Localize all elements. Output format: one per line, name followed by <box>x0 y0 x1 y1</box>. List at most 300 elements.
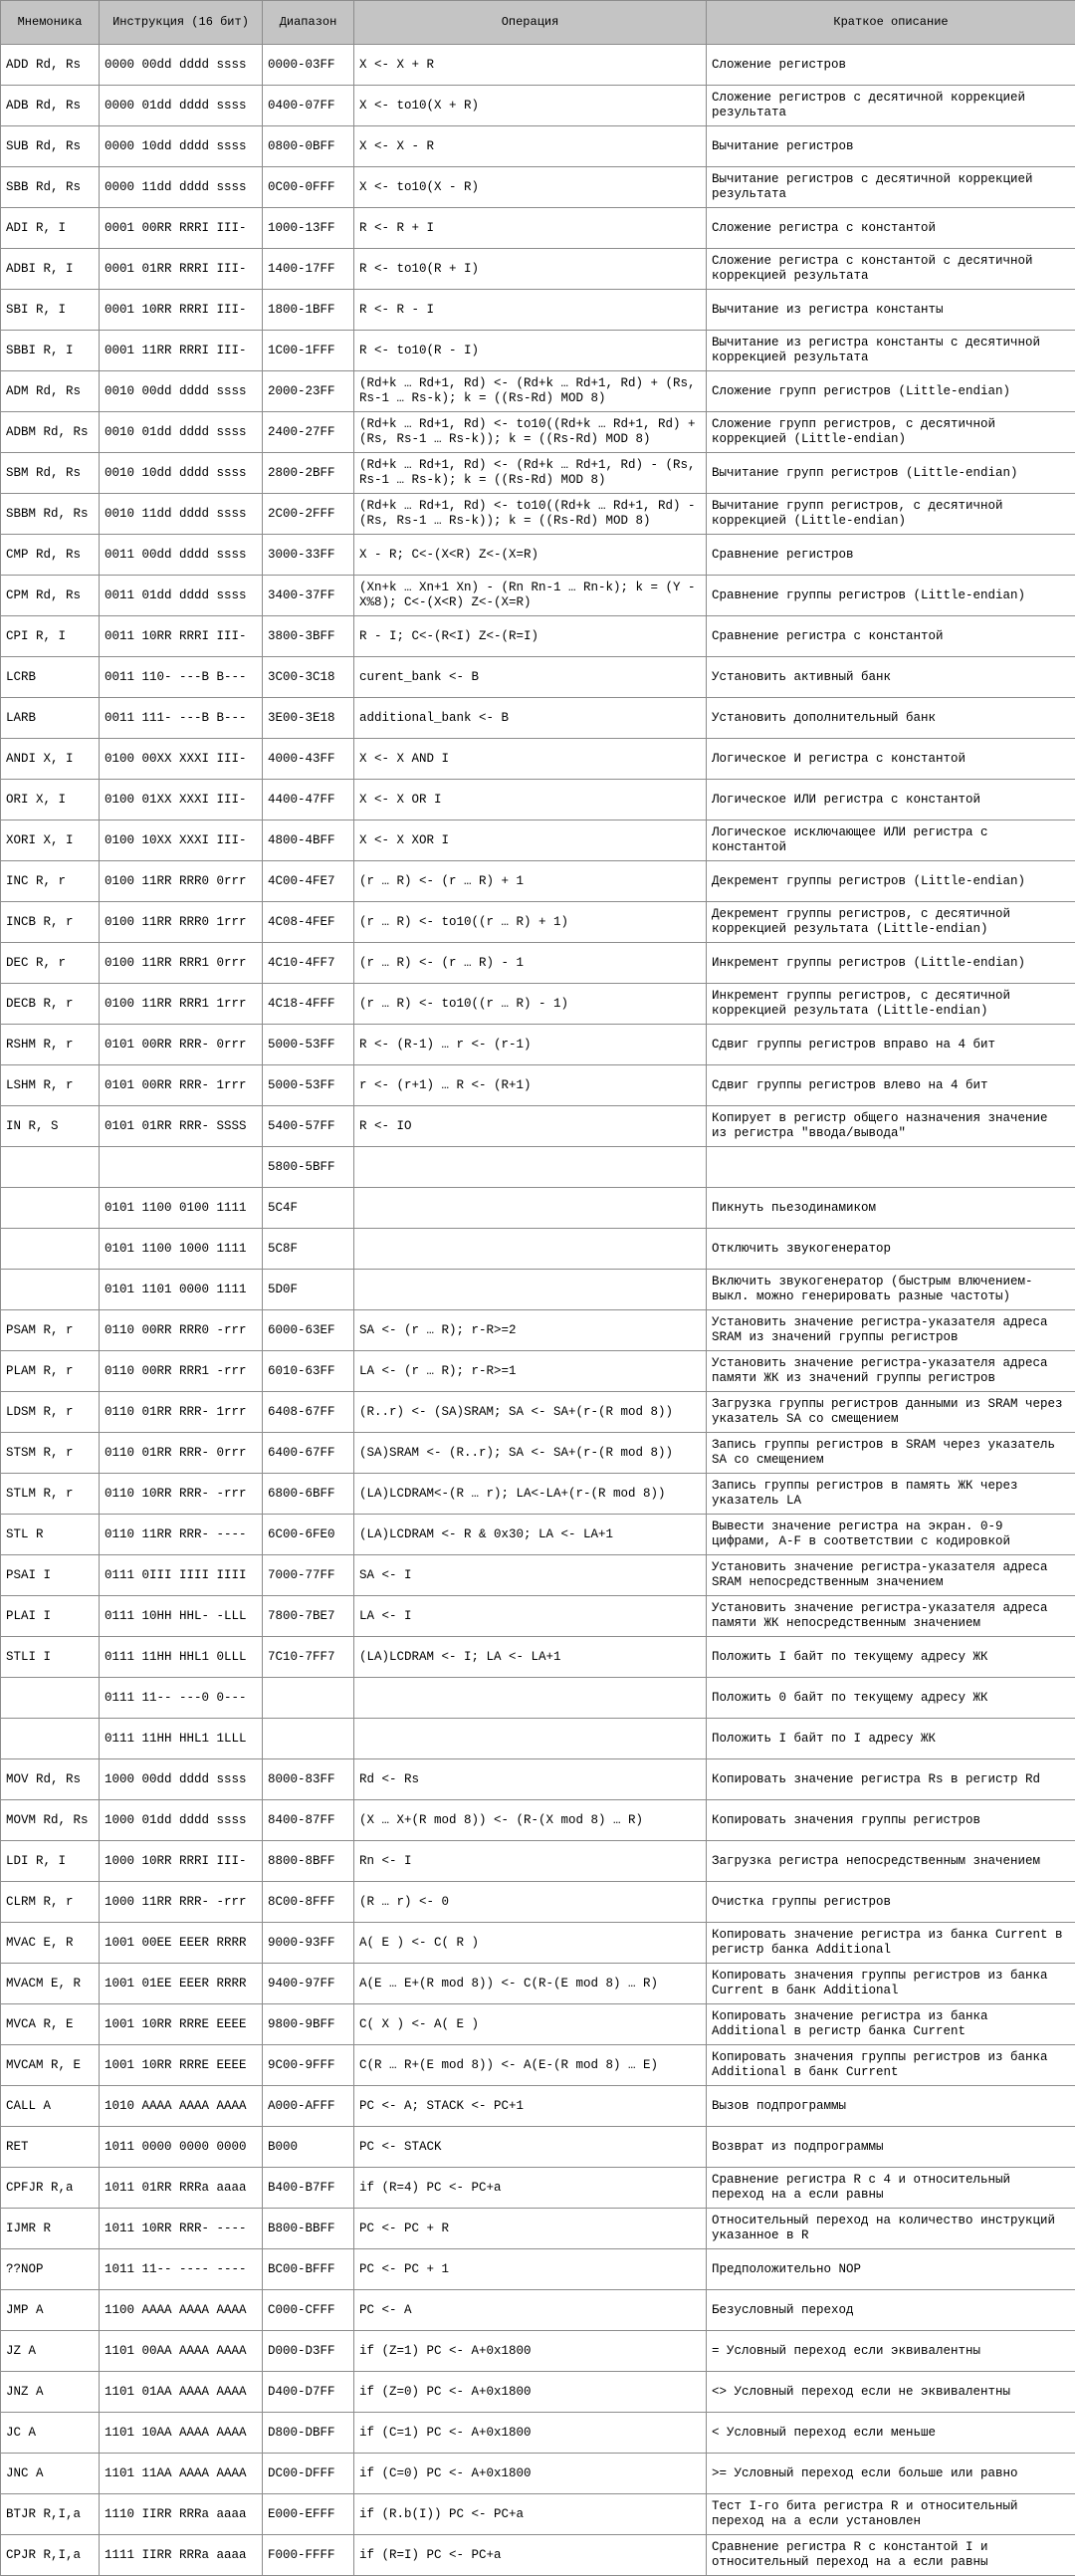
mnemonic-cell: PSAI I <box>1 1555 100 1596</box>
table-row <box>1 535 1075 576</box>
mnemonic-cell: RET <box>1 2127 100 2168</box>
operation-cell: if (Z=1) PC <- A+0x1800 <box>354 2331 707 2372</box>
range-cell: B400-B7FF <box>263 2168 354 2209</box>
range-cell <box>263 1678 354 1719</box>
description-cell: Сравнение регистра с константой <box>707 616 1075 657</box>
mnemonic-cell <box>1 1188 100 1229</box>
table-row <box>1 1106 1075 1147</box>
instruction-cell: 1111 IIRR RRRa aaaa <box>100 2535 263 2576</box>
table-row <box>1 2331 1075 2372</box>
description-cell: Сложение регистра с константой <box>707 208 1075 249</box>
table-row <box>1 698 1075 739</box>
table-row <box>1 249 1075 290</box>
mnemonic-cell: INC R, r <box>1 861 100 902</box>
table-row <box>1 2127 1075 2168</box>
mnemonic-cell: MOVM Rd, Rs <box>1 1800 100 1841</box>
instruction-cell: 1000 01dd dddd ssss <box>100 1800 263 1841</box>
operation-cell: (LA)LCDRAM<-(R … r); LA<-LA+(r-(R mod 8)) <box>354 1474 707 1515</box>
mnemonic-cell: ANDI X, I <box>1 739 100 780</box>
table-row <box>1 1351 1075 1392</box>
mnemonic-cell: PLAI I <box>1 1596 100 1637</box>
description-cell: Сложение регистров <box>707 45 1075 86</box>
operation-cell: R <- to10(R + I) <box>354 249 707 290</box>
range-cell: 2000-23FF <box>263 371 354 412</box>
range-cell: 4C10-4FF7 <box>263 943 354 984</box>
mnemonic-cell <box>1 1147 100 1188</box>
description-cell: Положить 0 байт по текущему адресу ЖК <box>707 1678 1075 1719</box>
table-row <box>1 1596 1075 1637</box>
description-cell: Загрузка регистра непосредственным значением <box>707 1841 1075 1882</box>
mnemonic-cell: STLI I <box>1 1637 100 1678</box>
mnemonic-cell: CPJR R,I,a <box>1 2535 100 2576</box>
table-row <box>1 2454 1075 2494</box>
description-cell: Положить I байт по I адресу ЖК <box>707 1719 1075 1759</box>
table-row <box>1 2249 1075 2290</box>
range-cell: B800-BBFF <box>263 2209 354 2249</box>
header-operation: Операция <box>354 1 707 45</box>
description-cell: Относительный переход на количество инструкций указанное в R <box>707 2209 1075 2249</box>
operation-cell: if (C=0) PC <- A+0x1800 <box>354 2454 707 2494</box>
instruction-cell: 0101 01RR RRR- SSSS <box>100 1106 263 1147</box>
description-cell: Вычитание групп регистров (Little-endian) <box>707 453 1075 494</box>
mnemonic-cell: SBBI R, I <box>1 331 100 371</box>
operation-cell: (SA)SRAM <- (R..r); SA <- SA+(r-(R mod 8)) <box>354 1433 707 1474</box>
description-cell: Вычитание групп регистров, с десятичной коррекцией (Little-endian) <box>707 494 1075 535</box>
range-cell: 9C00-9FFF <box>263 2045 354 2086</box>
instruction-cell: 0100 11RR RRR1 0rrr <box>100 943 263 984</box>
instruction-cell <box>100 1147 263 1188</box>
table-row <box>1 1719 1075 1759</box>
description-cell: Копировать значения группы регистров из банка Additional в банк Current <box>707 2045 1075 2086</box>
instruction-cell: 1101 10AA AAAA AAAA <box>100 2413 263 2454</box>
range-cell: 5C4F <box>263 1188 354 1229</box>
mnemonic-cell: CPFJR R,a <box>1 2168 100 2209</box>
table-row <box>1 1392 1075 1433</box>
operation-cell: (R..r) <- (SA)SRAM; SA <- SA+(r-(R mod 8)) <box>354 1392 707 1433</box>
mnemonic-cell <box>1 1719 100 1759</box>
table-row <box>1 1515 1075 1555</box>
mnemonic-cell: STLM R, r <box>1 1474 100 1515</box>
mnemonic-cell: MVCAM R, E <box>1 2045 100 2086</box>
mnemonic-cell: PSAM R, r <box>1 1310 100 1351</box>
description-cell: Вычитание регистров <box>707 126 1075 167</box>
range-cell: 0000-03FF <box>263 45 354 86</box>
operation-cell <box>354 1678 707 1719</box>
description-cell: Запись группы регистров в SRAM через указатель SA со смещением <box>707 1433 1075 1474</box>
mnemonic-cell: RSHM R, r <box>1 1025 100 1065</box>
table-row <box>1 1188 1075 1229</box>
operation-cell: X <- X AND I <box>354 739 707 780</box>
table-row <box>1 2086 1075 2127</box>
instruction-cell: 0110 01RR RRR- 0rrr <box>100 1433 263 1474</box>
description-cell: Инкремент группы регистров (Little-endian) <box>707 943 1075 984</box>
instruction-cell: 1101 11AA AAAA AAAA <box>100 2454 263 2494</box>
operation-cell: if (R=I) PC <- PC+a <box>354 2535 707 2576</box>
table-row <box>1 1310 1075 1351</box>
description-cell: Безусловный переход <box>707 2290 1075 2331</box>
mnemonic-cell: MVAC E, R <box>1 1923 100 1964</box>
instruction-cell: 0110 00RR RRR0 -rrr <box>100 1310 263 1351</box>
operation-cell: (Rd+k … Rd+1, Rd) <- (Rd+k … Rd+1, Rd) - (Rs, Rs-1 … Rs-k); k = ((Rs-Rd) MOD 8) <box>354 453 707 494</box>
description-cell: Инкремент группы регистров, с десятичной коррекцией результата (Little-endian) <box>707 984 1075 1025</box>
mnemonic-cell: ??NOP <box>1 2249 100 2290</box>
instruction-cell: 0110 10RR RRR- -rrr <box>100 1474 263 1515</box>
range-cell: 7000-77FF <box>263 1555 354 1596</box>
operation-cell: C( X ) <- A( E ) <box>354 2004 707 2045</box>
description-cell: Сравнение регистра R с 4 и относительный переход на a если равны <box>707 2168 1075 2209</box>
instruction-cell: 1001 00EE EEER RRRR <box>100 1923 263 1964</box>
mnemonic-cell: ADI R, I <box>1 208 100 249</box>
range-cell <box>263 1719 354 1759</box>
mnemonic-cell: CPI R, I <box>1 616 100 657</box>
range-cell: 2C00-2FFF <box>263 494 354 535</box>
operation-cell: LA <- I <box>354 1596 707 1637</box>
description-cell: Вычитание из регистра константы <box>707 290 1075 331</box>
description-cell: Установить активный банк <box>707 657 1075 698</box>
table-row <box>1 657 1075 698</box>
range-cell: 3E00-3E18 <box>263 698 354 739</box>
range-cell: D000-D3FF <box>263 2331 354 2372</box>
mnemonic-cell: LARB <box>1 698 100 739</box>
mnemonic-cell <box>1 1678 100 1719</box>
range-cell: 6010-63FF <box>263 1351 354 1392</box>
instruction-cell: 0001 11RR RRRI III- <box>100 331 263 371</box>
description-cell: Тест I-го бита регистра R и относительный переход на a если установлен <box>707 2494 1075 2535</box>
range-cell: 4C08-4FEF <box>263 902 354 943</box>
operation-cell: r <- (r+1) … R <- (R+1) <box>354 1065 707 1106</box>
table-row <box>1 739 1075 780</box>
range-cell: 6800-6BFF <box>263 1474 354 1515</box>
range-cell: 5D0F <box>263 1270 354 1310</box>
instruction-cell: 0100 11RR RRR0 0rrr <box>100 861 263 902</box>
instruction-cell: 0000 11dd dddd ssss <box>100 167 263 208</box>
description-cell: < Условный переход если меньше <box>707 2413 1075 2454</box>
mnemonic-cell: ADBM Rd, Rs <box>1 412 100 453</box>
operation-cell: (LA)LCDRAM <- R & 0x30; LA <- LA+1 <box>354 1515 707 1555</box>
description-cell: Логическое ИЛИ регистра с константой <box>707 780 1075 820</box>
description-cell: Сложение регистра с константой с десятичной коррекцией результата <box>707 249 1075 290</box>
table-row <box>1 820 1075 861</box>
description-cell: Сложение групп регистров (Little-endian) <box>707 371 1075 412</box>
range-cell: 1800-1BFF <box>263 290 354 331</box>
table-row <box>1 1841 1075 1882</box>
description-cell: Пикнуть пьезодинамиком <box>707 1188 1075 1229</box>
table-row <box>1 1555 1075 1596</box>
instruction-cell: 0111 11HH HHL1 1LLL <box>100 1719 263 1759</box>
mnemonic-cell: SUB Rd, Rs <box>1 126 100 167</box>
operation-cell: (r … R) <- to10((r … R) + 1) <box>354 902 707 943</box>
operation-cell: (R … r) <- 0 <box>354 1882 707 1923</box>
table-row <box>1 576 1075 616</box>
instruction-cell: 1011 01RR RRRa aaaa <box>100 2168 263 2209</box>
description-cell: Отключить звукогенератор <box>707 1229 1075 1270</box>
mnemonic-cell: SBB Rd, Rs <box>1 167 100 208</box>
range-cell: 0C00-0FFF <box>263 167 354 208</box>
instruction-cell: 1001 10RR RRRE EEEE <box>100 2045 263 2086</box>
mnemonic-cell: ADD Rd, Rs <box>1 45 100 86</box>
operation-cell: PC <- A <box>354 2290 707 2331</box>
operation-cell: Rn <- I <box>354 1841 707 1882</box>
mnemonic-cell: STL R <box>1 1515 100 1555</box>
mnemonic-cell <box>1 1270 100 1310</box>
table-row <box>1 2535 1075 2576</box>
table-row <box>1 290 1075 331</box>
operation-cell: curent_bank <- B <box>354 657 707 698</box>
instruction-cell: 0010 10dd dddd ssss <box>100 453 263 494</box>
description-cell: Установить значение регистра-указателя адреса памяти ЖК из значений группы регистров <box>707 1351 1075 1392</box>
instruction-cell: 0110 00RR RRR1 -rrr <box>100 1351 263 1392</box>
range-cell: 6408-67FF <box>263 1392 354 1433</box>
table-row <box>1 2004 1075 2045</box>
range-cell: 8800-8BFF <box>263 1841 354 1882</box>
description-cell: Загрузка группы регистров данными из SRAM через указатель SA со смещением <box>707 1392 1075 1433</box>
range-cell: 8400-87FF <box>263 1800 354 1841</box>
operation-cell <box>354 1229 707 1270</box>
instruction-cell: 0011 00dd dddd ssss <box>100 535 263 576</box>
operation-cell: R <- IO <box>354 1106 707 1147</box>
operation-cell: R <- (R-1) … r <- (r-1) <box>354 1025 707 1065</box>
instruction-cell: 0101 1101 0000 1111 <box>100 1270 263 1310</box>
table-row <box>1 2045 1075 2086</box>
operation-cell: X <- to10(X - R) <box>354 167 707 208</box>
header-instruction: Инструкция (16 бит) <box>100 1 263 45</box>
operation-cell: X <- X - R <box>354 126 707 167</box>
range-cell: 0800-0BFF <box>263 126 354 167</box>
range-cell: D400-D7FF <box>263 2372 354 2413</box>
table-row <box>1 2413 1075 2454</box>
description-cell: Предположительно NOP <box>707 2249 1075 2290</box>
range-cell: F000-FFFF <box>263 2535 354 2576</box>
mnemonic-cell: LSHM R, r <box>1 1065 100 1106</box>
mnemonic-cell: CALL A <box>1 2086 100 2127</box>
instruction-cell: 0111 11HH HHL1 0LLL <box>100 1637 263 1678</box>
mnemonic-cell: IJMR R <box>1 2209 100 2249</box>
range-cell: 1000-13FF <box>263 208 354 249</box>
operation-cell: if (C=1) PC <- A+0x1800 <box>354 2413 707 2454</box>
operation-cell: (Rd+k … Rd+1, Rd) <- (Rd+k … Rd+1, Rd) + (Rs, Rs-1 … Rs-k); k = ((Rs-Rd) MOD 8) <box>354 371 707 412</box>
mnemonic-cell: XORI X, I <box>1 820 100 861</box>
mnemonic-cell: CLRM R, r <box>1 1882 100 1923</box>
operation-cell: (Rd+k … Rd+1, Rd) <- to10((Rd+k … Rd+1, Rd) - (Rs, Rs-1 … Rs-k)); k = ((Rs-Rd) MOD 8) <box>354 494 707 535</box>
operation-cell: X - R; C<-(X<R) Z<-(X=R) <box>354 535 707 576</box>
table-row <box>1 984 1075 1025</box>
table-row <box>1 1065 1075 1106</box>
description-cell <box>707 1147 1075 1188</box>
table-row <box>1 412 1075 453</box>
table-row <box>1 1433 1075 1474</box>
description-cell: Копировать значение регистра Rs в регистр Rd <box>707 1759 1075 1800</box>
description-cell: Сравнение регистров <box>707 535 1075 576</box>
description-cell: = Условный переход если эквивалентны <box>707 2331 1075 2372</box>
range-cell: C000-CFFF <box>263 2290 354 2331</box>
operation-cell: X <- X OR I <box>354 780 707 820</box>
mnemonic-cell: ADM Rd, Rs <box>1 371 100 412</box>
table-row <box>1 167 1075 208</box>
instruction-cell: 0100 10XX XXXI III- <box>100 820 263 861</box>
description-cell: Положить I байт по текущему адресу ЖК <box>707 1637 1075 1678</box>
operation-cell: X <- X + R <box>354 45 707 86</box>
range-cell: 3800-3BFF <box>263 616 354 657</box>
operation-cell: SA <- I <box>354 1555 707 1596</box>
range-cell: 1C00-1FFF <box>263 331 354 371</box>
instruction-cell: 0001 01RR RRRI III- <box>100 249 263 290</box>
mnemonic-cell: SBBM Rd, Rs <box>1 494 100 535</box>
description-cell: Копировать значения группы регистров <box>707 1800 1075 1841</box>
description-cell: Вывести значение регистра на экран. 0-9 цифрами, A-F в соответствии с кодировкой <box>707 1515 1075 1555</box>
table-row <box>1 2168 1075 2209</box>
mnemonic-cell: IN R, S <box>1 1106 100 1147</box>
instruction-cell: 1001 10RR RRRE EEEE <box>100 2004 263 2045</box>
table-row <box>1 1678 1075 1719</box>
operation-cell: C(R … R+(E mod 8)) <- A(E-(R mod 8) … E) <box>354 2045 707 2086</box>
instruction-cell: 0011 10RR RRRI III- <box>100 616 263 657</box>
operation-cell: PC <- STACK <box>354 2127 707 2168</box>
operation-cell: R <- R - I <box>354 290 707 331</box>
instruction-cell: 0101 00RR RRR- 0rrr <box>100 1025 263 1065</box>
description-cell: Декремент группы регистров, с десятичной коррекцией результата (Little-endian) <box>707 902 1075 943</box>
mnemonic-cell: DEC R, r <box>1 943 100 984</box>
instruction-cell: 0100 11RR RRR0 1rrr <box>100 902 263 943</box>
table-row <box>1 208 1075 249</box>
range-cell: 9400-97FF <box>263 1964 354 2004</box>
instruction-cell: 0010 01dd dddd ssss <box>100 412 263 453</box>
instruction-cell: 0111 0III IIII IIII <box>100 1555 263 1596</box>
table-row <box>1 1923 1075 1964</box>
instruction-cell: 0101 1100 1000 1111 <box>100 1229 263 1270</box>
header-row <box>1 1 1075 45</box>
range-cell: A000-AFFF <box>263 2086 354 2127</box>
range-cell: 8C00-8FFF <box>263 1882 354 1923</box>
description-cell: Установить значение регистра-указателя адреса SRAM из значений группы регистров <box>707 1310 1075 1351</box>
mnemonic-cell: CPM Rd, Rs <box>1 576 100 616</box>
operation-cell: A( E ) <- C( R ) <box>354 1923 707 1964</box>
description-cell: Сравнение регистра R с константой I и относительный переход на a если равны <box>707 2535 1075 2576</box>
description-cell: Включить звукогенератор (быстрым влючением-выкл. можно генерировать разные частоты) <box>707 1270 1075 1310</box>
table-row <box>1 1270 1075 1310</box>
operation-cell: R <- R + I <box>354 208 707 249</box>
mnemonic-cell: SBI R, I <box>1 290 100 331</box>
operation-cell <box>354 1270 707 1310</box>
instruction-cell: 0101 1100 0100 1111 <box>100 1188 263 1229</box>
description-cell: Возврат из подпрограммы <box>707 2127 1075 2168</box>
range-cell: B000 <box>263 2127 354 2168</box>
table-row <box>1 2209 1075 2249</box>
operation-cell: PC <- PC + 1 <box>354 2249 707 2290</box>
range-cell: 8000-83FF <box>263 1759 354 1800</box>
table-row <box>1 2290 1075 2331</box>
instruction-cell: 0000 00dd dddd ssss <box>100 45 263 86</box>
operation-cell: (X … X+(R mod 8)) <- (R-(X mod 8) … R) <box>354 1800 707 1841</box>
operation-cell: R <- to10(R - I) <box>354 331 707 371</box>
instruction-cell: 1000 00dd dddd ssss <box>100 1759 263 1800</box>
header-range: Диапазон <box>263 1 354 45</box>
table-row <box>1 494 1075 535</box>
description-cell: Установить дополнительный банк <box>707 698 1075 739</box>
description-cell: Установить значение регистра-указателя адреса памяти ЖК непосредственным значением <box>707 1596 1075 1637</box>
table-row <box>1 1025 1075 1065</box>
range-cell: 7C10-7FF7 <box>263 1637 354 1678</box>
mnemonic-cell: JZ A <box>1 2331 100 2372</box>
instruction-cell: 0110 01RR RRR- 1rrr <box>100 1392 263 1433</box>
description-cell: >= Условный переход если больше или равно <box>707 2454 1075 2494</box>
description-cell: Установить значение регистра-указателя адреса SRAM непосредственным значением <box>707 1555 1075 1596</box>
operation-cell: PC <- PC + R <box>354 2209 707 2249</box>
description-cell: Декремент группы регистров (Little-endian) <box>707 861 1075 902</box>
instruction-cell: 1011 10RR RRR- ---- <box>100 2209 263 2249</box>
mnemonic-cell: MVACM E, R <box>1 1964 100 2004</box>
mnemonic-cell: JC A <box>1 2413 100 2454</box>
range-cell: 5C8F <box>263 1229 354 1270</box>
operation-cell <box>354 1147 707 1188</box>
mnemonic-cell: ADBI R, I <box>1 249 100 290</box>
operation-cell: (r … R) <- (r … R) - 1 <box>354 943 707 984</box>
range-cell: 4C18-4FFF <box>263 984 354 1025</box>
mnemonic-cell: STSM R, r <box>1 1433 100 1474</box>
mnemonic-cell: CMP Rd, Rs <box>1 535 100 576</box>
instruction-cell: 0100 00XX XXXI III- <box>100 739 263 780</box>
instruction-cell: 1101 00AA AAAA AAAA <box>100 2331 263 2372</box>
operation-cell: (Xn+k … Xn+1 Xn) - (Rn Rn-1 … Rn-k); k = (Y - X%8); C<-(X<R) Z<-(X=R) <box>354 576 707 616</box>
instruction-cell: 0101 00RR RRR- 1rrr <box>100 1065 263 1106</box>
header-mnemonic: Мнемоника <box>1 1 100 45</box>
description-cell: Сложение групп регистров, с десятичной коррекцией (Little-endian) <box>707 412 1075 453</box>
operation-cell: if (R=4) PC <- PC+a <box>354 2168 707 2209</box>
instruction-cell: 1000 10RR RRRI III- <box>100 1841 263 1882</box>
operation-cell: X <- X XOR I <box>354 820 707 861</box>
instruction-cell: 0011 01dd dddd ssss <box>100 576 263 616</box>
range-cell: 9800-9BFF <box>263 2004 354 2045</box>
operation-cell: X <- to10(X + R) <box>354 86 707 126</box>
operation-cell: if (Z=0) PC <- A+0x1800 <box>354 2372 707 2413</box>
instruction-cell: 0100 11RR RRR1 1rrr <box>100 984 263 1025</box>
description-cell: Вызов подпрограммы <box>707 2086 1075 2127</box>
description-cell: Сдвиг группы регистров влево на 4 бит <box>707 1065 1075 1106</box>
mnemonic-cell: INCB R, r <box>1 902 100 943</box>
mnemonic-cell: JMP A <box>1 2290 100 2331</box>
range-cell: 2400-27FF <box>263 412 354 453</box>
range-cell: 4800-4BFF <box>263 820 354 861</box>
instruction-cell: 1011 11-- ---- ---- <box>100 2249 263 2290</box>
range-cell: 3C00-3C18 <box>263 657 354 698</box>
operation-cell <box>354 1719 707 1759</box>
table-row <box>1 86 1075 126</box>
instruction-cell: 0011 110- ---B B--- <box>100 657 263 698</box>
mnemonic-cell: BTJR R,I,a <box>1 2494 100 2535</box>
description-cell: Копировать значение регистра из банка Additional в регистр банка Current <box>707 2004 1075 2045</box>
mnemonic-cell: PLAM R, r <box>1 1351 100 1392</box>
operation-cell: (Rd+k … Rd+1, Rd) <- to10((Rd+k … Rd+1, Rd) + (Rs, Rs-1 … Rs-k)); k = ((Rs-Rd) MOD 8) <box>354 412 707 453</box>
description-cell: Сложение регистров с десятичной коррекцией результата <box>707 86 1075 126</box>
mnemonic-cell: MVCA R, E <box>1 2004 100 2045</box>
table-row <box>1 1147 1075 1188</box>
operation-cell: A(E … E+(R mod 8)) <- C(R-(E mod 8) … R) <box>354 1964 707 2004</box>
operation-cell <box>354 1188 707 1229</box>
mnemonic-cell: ORI X, I <box>1 780 100 820</box>
description-cell: Сравнение группы регистров (Little-endian) <box>707 576 1075 616</box>
description-cell: Логическое И регистра с константой <box>707 739 1075 780</box>
description-cell: Копировать значения группы регистров из банка Current в банк Additional <box>707 1964 1075 2004</box>
range-cell: E000-EFFF <box>263 2494 354 2535</box>
instruction-cell: 0001 00RR RRRI III- <box>100 208 263 249</box>
instruction-cell: 1101 01AA AAAA AAAA <box>100 2372 263 2413</box>
description-cell: Вычитание регистров с десятичной коррекцией результата <box>707 167 1075 208</box>
mnemonic-cell: LDSM R, r <box>1 1392 100 1433</box>
range-cell: DC00-DFFF <box>263 2454 354 2494</box>
table-row <box>1 2494 1075 2535</box>
table-row <box>1 1229 1075 1270</box>
description-cell: Копирует в регистр общего назначения значение из регистра "ввода/вывода" <box>707 1106 1075 1147</box>
instruction-cell: 0111 11-- ---0 0--- <box>100 1678 263 1719</box>
